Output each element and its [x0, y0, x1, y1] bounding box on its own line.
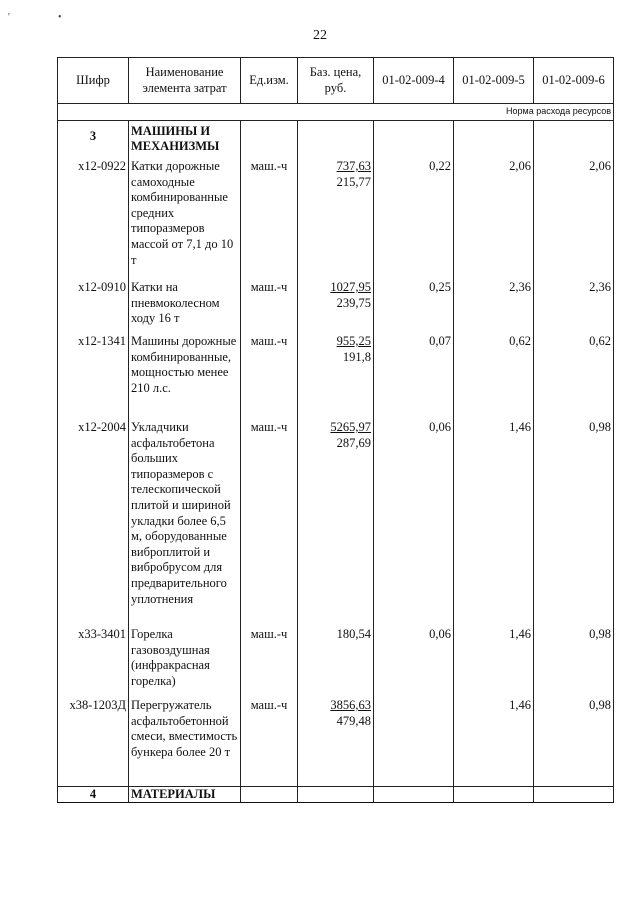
price-top: 737,63 [336, 159, 371, 174]
row-value-1: 0,06 [374, 624, 454, 695]
row-value-1: 0,07 [374, 331, 454, 417]
empty-cell [454, 786, 534, 803]
row-name: Укладчики асфальтобетона больших типоразмеров с телескопической плитой и шириной укладки более 6,5 м, оборудованные виброплитой и вибробрусом для предварительного уплотнения [129, 417, 241, 624]
row-value-2: 2,06 [454, 156, 534, 277]
resource-table [57, 57, 614, 803]
row-value-2: 2,36 [454, 277, 534, 331]
section-3-row [58, 120, 614, 156]
row-name: Горелка газовоздушная (инфракрасная горелка) [129, 624, 241, 695]
table-row [58, 624, 614, 695]
empty-cell [534, 786, 614, 803]
row-value-2: 1,46 [454, 624, 534, 695]
row-price [298, 417, 374, 624]
row-code: х12-2004 [58, 417, 129, 624]
row-unit: маш.-ч [241, 417, 298, 624]
price-bottom: 191,8 [342, 349, 371, 364]
table-row [58, 277, 614, 331]
row-price [298, 156, 374, 277]
row-code: х33-3401 [58, 624, 129, 695]
price-bottom: 239,75 [336, 295, 371, 310]
row-value-3: 2,36 [534, 277, 614, 331]
header-col2: 01-02-009-5 [454, 58, 534, 104]
row-code: х12-0910 [58, 277, 129, 331]
section-4-row [58, 786, 614, 803]
row-price [298, 331, 374, 417]
row-value-1: 0,25 [374, 277, 454, 331]
empty-cell [374, 120, 454, 156]
empty-cell [298, 120, 374, 156]
table-row [58, 331, 614, 417]
section-title: МАТЕРИАЛЫ [129, 786, 241, 803]
row-unit: маш.-ч [241, 624, 298, 695]
row-value-3: 2,06 [534, 156, 614, 277]
row-name: Перегружатель асфальтобетонной смеси, вместимость бункера более 20 т [129, 695, 241, 786]
header-name: Наименование элемента затрат [129, 58, 241, 104]
row-unit: маш.-ч [241, 156, 298, 277]
row-code: х12-0922 [58, 156, 129, 277]
row-unit: маш.-ч [241, 695, 298, 786]
empty-cell [454, 120, 534, 156]
table-row [58, 695, 614, 786]
row-value-2: 0,62 [454, 331, 534, 417]
row-code: х12-1341 [58, 331, 129, 417]
price-top: 5265,97 [330, 420, 371, 435]
table-row [58, 156, 614, 277]
price-bottom: 479,48 [336, 713, 371, 728]
row-value-3: 0,62 [534, 331, 614, 417]
empty-cell [534, 120, 614, 156]
empty-cell [241, 786, 298, 803]
row-unit: маш.-ч [241, 277, 298, 331]
header-code: Шифр [58, 58, 129, 104]
row-value-3: 0,98 [534, 417, 614, 624]
price-top: 3856,63 [330, 698, 371, 713]
table-row [58, 417, 614, 624]
empty-cell [241, 120, 298, 156]
price-bottom: 215,77 [336, 174, 371, 189]
row-price [298, 624, 374, 695]
row-price [298, 695, 374, 786]
section-title: МАШИНЫ И МЕХАНИЗМЫ [129, 120, 241, 156]
row-value-1: 0,22 [374, 156, 454, 277]
row-value-1 [374, 695, 454, 786]
header-unit: Ед.изм. [241, 58, 298, 104]
header-col3: 01-02-009-6 [534, 58, 614, 104]
row-value-3: 0,98 [534, 695, 614, 786]
header-col1: 01-02-009-4 [374, 58, 454, 104]
row-name: Катки дорожные самоходные комбинированные средних типоразмеров массой от 7,1 до 10 т [129, 156, 241, 277]
norma-row [58, 104, 614, 121]
price-top: 1027,95 [330, 280, 371, 295]
header-price: Баз. цена, руб. [298, 58, 374, 104]
row-value-2: 1,46 [454, 417, 534, 624]
row-value-3: 0,98 [534, 624, 614, 695]
price-bottom: 180,54 [336, 627, 371, 642]
norma-label: Норма расхода ресурсов [58, 104, 614, 121]
row-value-2: 1,46 [454, 695, 534, 786]
scan-speck: ' [8, 12, 10, 23]
price-bottom: 287,69 [336, 435, 371, 450]
table-header-row [58, 58, 614, 104]
section-number: 4 [58, 786, 129, 803]
row-name: Катки на пневмоколесном ходу 16 т [129, 277, 241, 331]
row-code: х38-1203Д [58, 695, 129, 786]
price-top: 955,25 [336, 334, 371, 349]
row-price [298, 277, 374, 331]
empty-cell [374, 786, 454, 803]
row-unit: маш.-ч [241, 331, 298, 417]
scan-speck: • [58, 12, 62, 23]
section-number: 3 [58, 120, 129, 156]
row-name: Машины дорожные комбинированные, мощностью менее 210 л.с. [129, 331, 241, 417]
row-value-1: 0,06 [374, 417, 454, 624]
page-number: 22 [313, 28, 327, 43]
empty-cell [298, 786, 374, 803]
